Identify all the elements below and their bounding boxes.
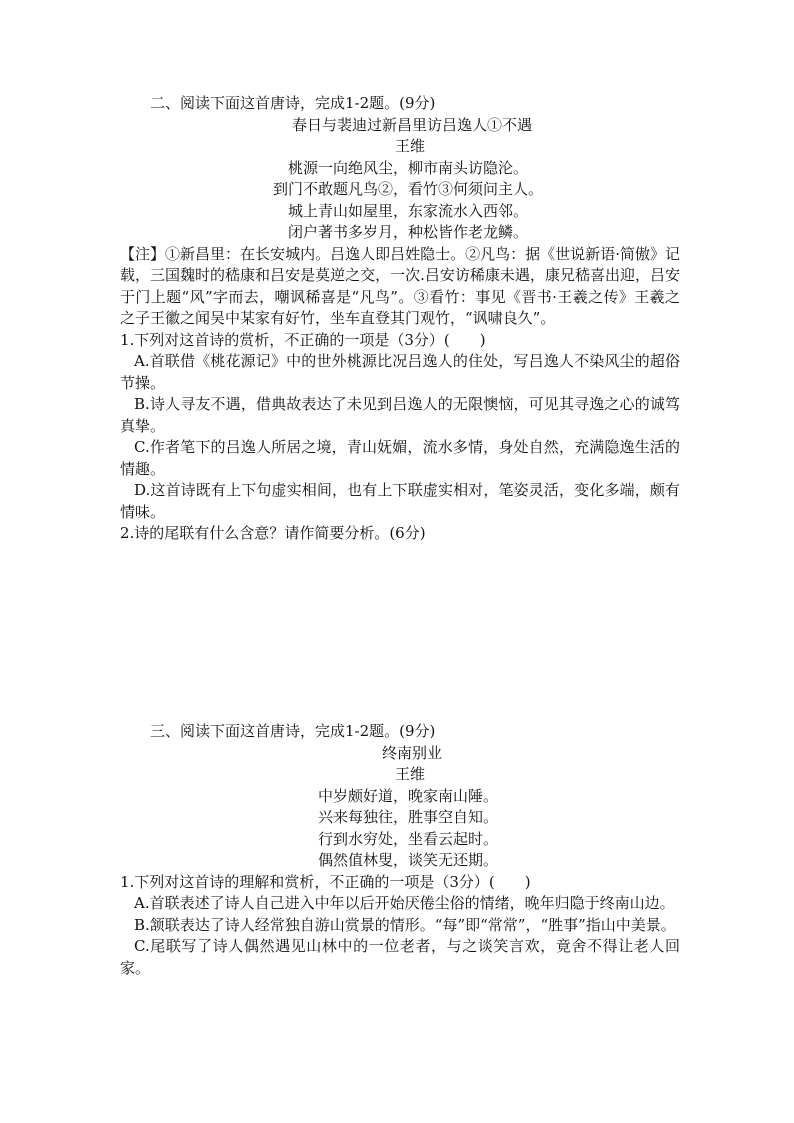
section-heading: 三、阅读下面这首唐诗，完成1-2题。(9分): [150, 722, 436, 740]
poem-title: 春日与裴迪过新昌里访吕逸人①不遇: [291, 115, 532, 134]
option-b: B.颔联表达了诗人经常独自游山赏景的情形。“每”即“常常”，“胜事”指山中美景。: [134, 915, 676, 934]
option-d: D.这首诗既有上下句虚实相间，也有上下联虚实相对，笔姿灵活，变化多端，颇有情味。: [120, 481, 680, 521]
poem-line: 到门不敢题凡鸟②，看竹③何须问主人。: [272, 180, 543, 198]
question-2-stem: 2.诗的尾联有什么含意？请作简要分析。(6分): [120, 524, 426, 542]
poem-line: 偶然值林叟，谈笑无还期。: [317, 851, 498, 869]
option-b: B.诗人寻友不遇，借典故表达了未见到吕逸人的无限懊恼，可见其寻逸之心的诚笃真挚。: [120, 395, 680, 435]
poem-title: 终南别业: [381, 743, 442, 762]
poem-line: 闭户著书多岁月，种松皆作老龙鳞。: [287, 223, 528, 241]
option-c: C.作者笔下的吕逸人所居之境，青山妩媚，流水多情，身处自然，充满隐逸生活的情趣。: [120, 438, 680, 478]
annotation-note: 【注】①新昌里：在长安城内。吕逸人即吕姓隐士。②凡鸟：据《世说新语·简傲》记载，三国魏时的嵇康和吕安是莫逆之交，一次.吕安访稀康未遇，康兄嵇喜出迎，吕安于门上题“风”字而去，嘲讽稀喜是“凡鸟”。③看竹：事见《晋书·王羲之传》王羲之之子王徽之闻吴中某家有好竹，坐车直登其门观竹，“讽啸良久”。: [120, 244, 680, 327]
poem-line: 兴来每独往，胜事空自知。: [317, 808, 498, 826]
question-1-stem: 1.下列对这首诗的理解和赏析，不正确的一项是（3分）( ): [120, 872, 531, 891]
poem-author: 王维: [394, 137, 425, 155]
poem-line: 城上青山如屋里，东家流水入西邻。: [287, 201, 528, 220]
option-c: C.尾联写了诗人偶然遇见山林中的一位老者，与之谈笑言欢，竟舍不得让老人回家。: [120, 937, 680, 977]
option-a: A.首联借《桃花源记》中的世外桃源比况吕逸人的住处，写吕逸人不染风尘的超俗节操。: [120, 352, 680, 392]
section-heading: 二、阅读下面这首唐诗，完成1-2题。(9分): [150, 94, 436, 112]
poem-line: 桃源一向绝风尘，柳市南头访隐沦。: [287, 158, 528, 177]
poem-line: 中岁颇好道，晚家南山陲。: [317, 786, 498, 805]
question-1-stem: 1.下列对这首诗的赏析，不正确的一项是（3分）( ): [120, 330, 486, 349]
option-a: A.首联表述了诗人自己进入中年以后开始厌倦尘俗的情绪，晚年归隐于终南山边。: [134, 894, 675, 912]
poem-author: 王维: [394, 765, 425, 783]
section-three: [120, 721, 680, 979]
section-two: [120, 93, 680, 545]
poem-line: 行到水穷处，坐看云起时。: [317, 829, 498, 848]
